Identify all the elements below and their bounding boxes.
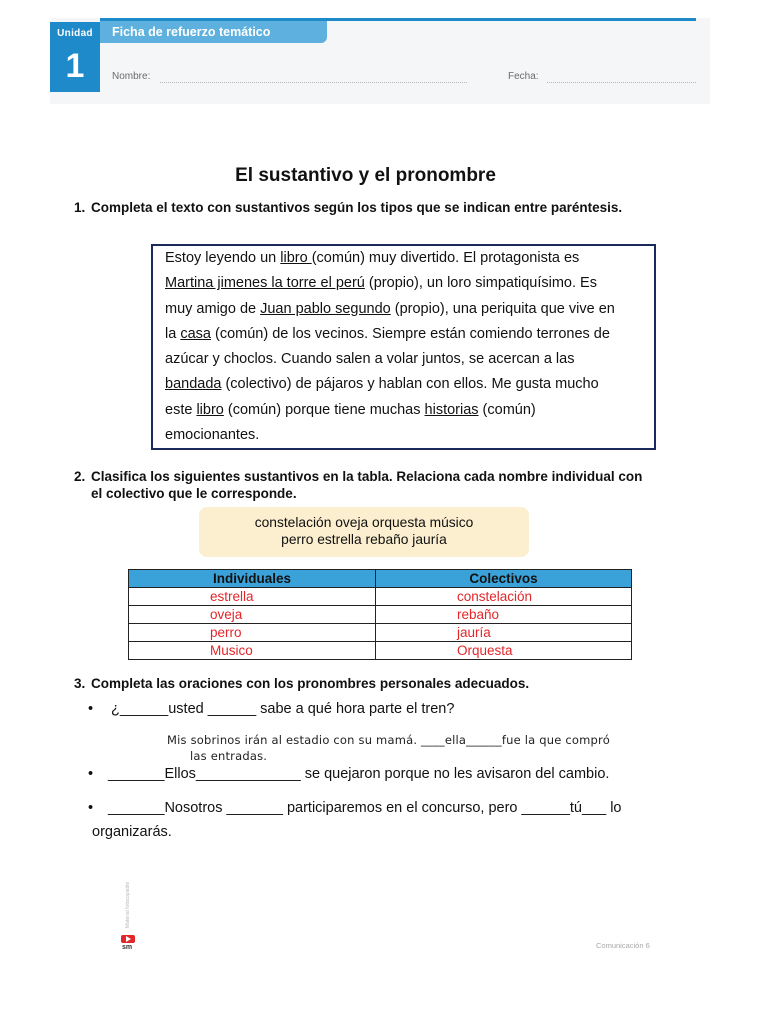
word-bank-line: perro estrella rebaño jauría (281, 532, 447, 547)
unit-label: Unidad (57, 28, 93, 39)
date-field[interactable] (547, 82, 696, 83)
story-line (165, 297, 647, 322)
story-line (165, 322, 647, 347)
table-row (129, 606, 632, 624)
sentence-3[interactable]: _______Ellos_____________ se quejaron porque no les avisaron del cambio. (108, 766, 610, 782)
sentence-1[interactable]: ¿______usted ______ sabe a qué hora parte el tren? (111, 701, 455, 717)
question-instruction: Completa las oraciones con los pronombres personales adecuados. (91, 676, 530, 691)
table-header-row (129, 570, 632, 588)
sheet-title: Ficha de refuerzo temático (100, 21, 327, 43)
table-cell[interactable]: rebaño (376, 606, 632, 624)
story-text-segment: azúcar y choclos. Cuando salen a volar juntos, se acercan a las (165, 351, 575, 368)
name-field[interactable] (160, 82, 467, 83)
story-text-segment: la (165, 325, 181, 342)
sentence-4-line-2: organizarás. (92, 824, 172, 840)
bullet-icon: • (88, 800, 94, 816)
story-text-segment: (común) muy divertido. El protagonista es (311, 250, 580, 266)
table-cell[interactable]: estrella (129, 588, 376, 606)
unit-number: 1 (65, 47, 85, 85)
classification-table (128, 569, 632, 660)
bullet-icon: • (88, 701, 94, 717)
answer-blank[interactable]: casa (180, 325, 211, 342)
publisher-logo-icon (121, 935, 135, 943)
story-line (165, 423, 647, 448)
table-cell[interactable]: perro (129, 624, 376, 642)
sentence-2-line-1[interactable]: Mis sobrinos irán al estadio con su mamá. ____ella______fue la que compró (167, 733, 610, 747)
sentence-4-line-1[interactable]: _______Nosotros _______ participaremos en el concurso, pero ______tú___ lo (108, 800, 622, 816)
story-text (165, 246, 647, 448)
footer-vertical-note (118, 870, 138, 930)
table-cell[interactable]: Orquesta (376, 642, 632, 660)
word-bank (199, 507, 529, 557)
story-text-segment: (propio), una periquita que vive en (390, 300, 615, 317)
word-bank-line: constelación oveja orquesta músico (254, 515, 474, 530)
story-text-segment: (común) (478, 401, 536, 418)
table-row (129, 588, 632, 606)
story-text-segment: (colectivo) de pájaros y hablan con ellos. Me gusta mucho (221, 376, 599, 393)
unit-tab (50, 22, 100, 92)
page-title: El sustantivo y el pronombre (235, 165, 496, 186)
story-text-segment: muy amigo de (165, 300, 261, 317)
bullet-icon: • (88, 766, 94, 782)
answer-blank[interactable]: libro (280, 250, 312, 266)
table-row (129, 642, 632, 660)
story-line (165, 347, 647, 372)
question-instruction: Clasifica los siguientes sustantivos en la tabla. Relaciona cada nombre individual con el colectivo que le corresponde. (91, 469, 643, 501)
name-label: Nombre: (112, 71, 151, 82)
question-number: 2. (74, 469, 86, 484)
story-line (165, 271, 647, 296)
answer-blank[interactable]: Martina jimenes la torre el perú (165, 275, 365, 292)
question-number: 3. (74, 676, 86, 691)
publisher-name: sm (122, 944, 133, 951)
answer-blank[interactable]: libro (196, 401, 224, 418)
story-text-segment: (común) de los vecinos. Siempre están comiendo terrones de (210, 325, 610, 342)
sentence-2-line-2: las entradas. (190, 749, 268, 763)
story-line (165, 246, 647, 271)
table-cell[interactable]: jauría (376, 624, 632, 642)
date-label: Fecha: (508, 71, 539, 82)
footer-page-note: Comunicación 6 (596, 941, 650, 950)
story-text-segment: (común) porque tiene muchas (223, 401, 425, 418)
question-number: 1. (74, 200, 86, 215)
column-header-colectivos: Colectivos (376, 570, 632, 588)
story-text-box (151, 244, 656, 450)
story-text-segment: Estoy leyendo un (165, 250, 281, 266)
story-line (165, 398, 647, 423)
table-cell[interactable]: oveja (129, 606, 376, 624)
story-text-segment: este (165, 401, 197, 418)
story-text-segment: (propio), un loro simpatiquísimo. Es (364, 275, 597, 292)
photocopy-note: Material fotocopiable (125, 881, 131, 928)
answer-blank[interactable]: Juan pablo segundo (260, 300, 391, 317)
table-cell[interactable]: Musico (129, 642, 376, 660)
answer-blank[interactable]: bandada (165, 376, 222, 393)
question-instruction: Completa el texto con sustantivos según los tipos que se indican entre paréntesis. (91, 200, 623, 215)
answer-blank[interactable]: historias (424, 401, 479, 418)
table-cell[interactable]: constelación (376, 588, 632, 606)
column-header-individuales: Individuales (129, 570, 376, 588)
story-text-segment: emocionantes. (165, 427, 260, 444)
table-row (129, 624, 632, 642)
story-line (165, 372, 647, 397)
